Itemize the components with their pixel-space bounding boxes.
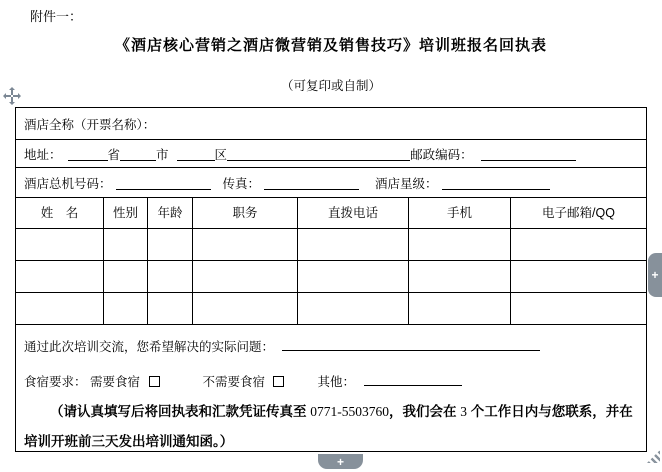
switchboard-field[interactable]	[116, 175, 211, 190]
attendees-empty-cell[interactable]	[148, 261, 193, 293]
switchboard-label: 酒店总机号码：	[24, 176, 112, 191]
no-board-label: 不需要食宿	[202, 375, 265, 389]
attendees-empty-cell[interactable]	[409, 293, 511, 325]
note-text-prefix: （请认真填写后将回执表和汇款凭证传真至	[50, 404, 311, 419]
attendees-empty-cell[interactable]	[298, 261, 409, 293]
attendees-empty-cell[interactable]	[193, 229, 298, 261]
postal-code-label: 邮政编码：	[410, 147, 473, 162]
attendees-grid	[16, 198, 646, 325]
province-field[interactable]	[68, 146, 108, 161]
attendees-header-cell: 职务	[193, 198, 298, 229]
attendees-empty-cell[interactable]	[409, 261, 511, 293]
attendees-header-cell: 性别	[104, 198, 148, 229]
registration-form-table	[15, 107, 647, 452]
attendees-empty-cell[interactable]	[193, 293, 298, 325]
note-paragraph	[24, 397, 638, 457]
plus-icon: +	[651, 268, 659, 282]
street-field[interactable]	[227, 146, 410, 161]
other-field[interactable]	[364, 371, 462, 386]
attendees-empty-cell[interactable]	[193, 261, 298, 293]
attendees-empty-cell[interactable]	[104, 229, 148, 261]
attendees-empty-cell[interactable]	[409, 229, 511, 261]
district-suffix: 区	[214, 147, 228, 162]
district-field[interactable]	[177, 146, 215, 161]
attachment-label: 附件一：	[30, 9, 83, 24]
attendees-header-cell: 年龄	[148, 198, 193, 229]
attendees-empty-cell[interactable]	[104, 293, 148, 325]
address-label: 地址：	[24, 147, 62, 162]
question-label: 通过此次培训交流，您希望解决的实际问题：	[24, 340, 275, 354]
page-subtitle: （可复印或自制）	[280, 79, 381, 93]
note-fax-number: 0771-5503760	[310, 404, 390, 419]
attendees-empty-cell[interactable]	[16, 261, 104, 293]
other-label: 其他：	[317, 375, 355, 389]
attendees-empty-cell[interactable]	[511, 261, 646, 293]
need-board-checkbox[interactable]	[149, 376, 160, 387]
attendees-empty-cell[interactable]	[148, 293, 193, 325]
attendees-empty-cell[interactable]	[511, 229, 646, 261]
postal-code-field[interactable]	[481, 146, 576, 161]
star-rating-label: 酒店星级：	[375, 176, 438, 191]
plus-icon: +	[336, 454, 344, 469]
fax-label: 传真：	[222, 176, 261, 191]
note-text-middle: ，我们会在	[389, 404, 461, 419]
attendees-header-cell: 姓 名	[16, 198, 104, 229]
note-text-suffix: 个工作日内与您联系，并在培训开班前三天发出培训通知函。）	[24, 404, 633, 449]
attendees-empty-cell[interactable]	[16, 293, 104, 325]
board-label: 食宿要求：	[24, 375, 87, 389]
attendees-header-cell: 手机	[409, 198, 511, 229]
attendees-empty-cell[interactable]	[298, 229, 409, 261]
hotel-name-row	[16, 108, 646, 140]
need-board-label: 需要食宿	[90, 375, 141, 389]
city-field[interactable]	[120, 146, 156, 161]
page-title: 《酒店核心营销之酒店微营销及销售技巧》培训班报名回执表	[114, 37, 547, 54]
phones-row	[16, 168, 646, 198]
question-row	[24, 336, 638, 355]
note-days-number: 3	[460, 404, 468, 419]
bottom-block	[16, 336, 646, 457]
attendees-empty-cell[interactable]	[148, 229, 193, 261]
question-field[interactable]	[282, 336, 540, 351]
attendees-empty-cell[interactable]	[298, 293, 409, 325]
board-row	[24, 371, 638, 390]
attendees-header-cell: 直拨电话	[298, 198, 409, 229]
province-suffix: 省	[107, 147, 121, 162]
city-suffix: 市	[156, 147, 169, 162]
attendees-header-cell: 电子邮箱/QQ	[511, 198, 646, 229]
address-row	[16, 140, 646, 168]
no-board-checkbox[interactable]	[273, 376, 284, 387]
table-resize-grip[interactable]	[647, 450, 660, 463]
attendees-empty-cell[interactable]	[511, 293, 646, 325]
fax-field[interactable]	[264, 175, 359, 190]
table-move-handle[interactable]	[3, 87, 21, 105]
insert-column-handle[interactable]	[648, 253, 662, 297]
hotel-name-label: 酒店全称（开票名称）：	[24, 117, 156, 132]
insert-row-handle[interactable]	[318, 454, 363, 469]
attendees-empty-cell[interactable]	[104, 261, 148, 293]
attendees-empty-cell[interactable]	[16, 229, 104, 261]
star-rating-field[interactable]	[442, 175, 550, 190]
